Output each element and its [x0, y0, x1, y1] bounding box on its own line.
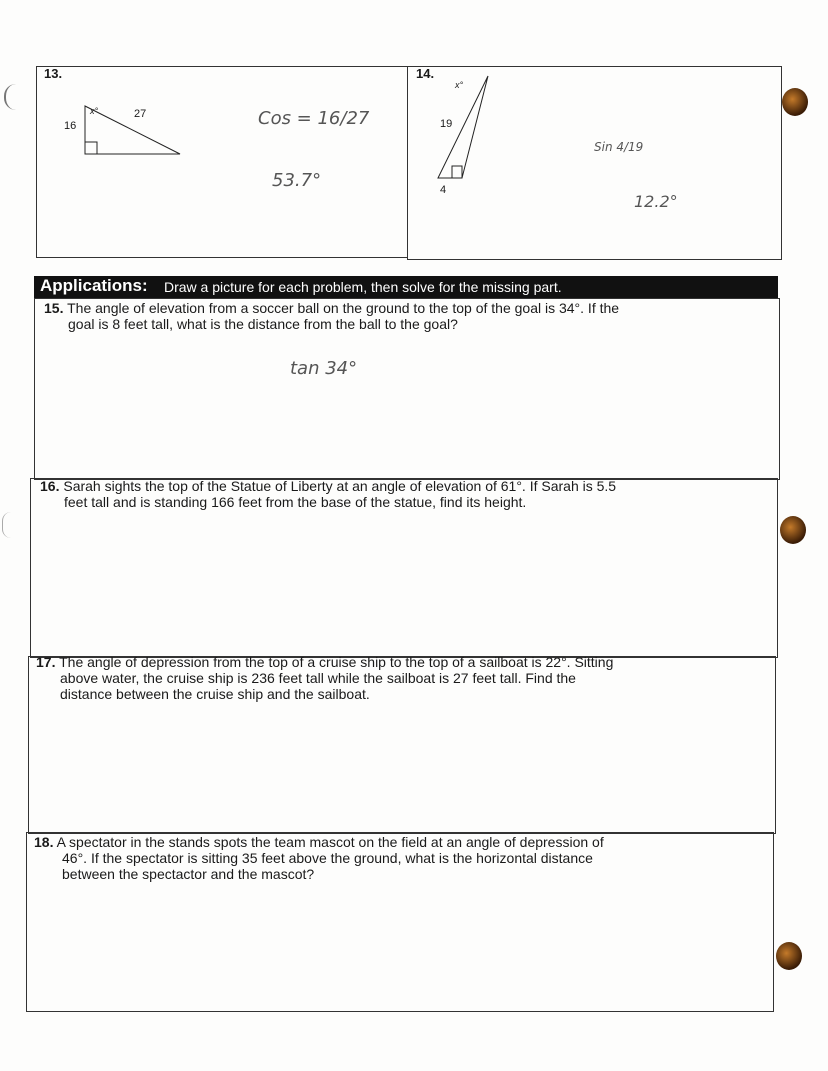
binder-hole-top — [782, 88, 808, 116]
problem-13-box — [36, 66, 408, 258]
problem-17-number: 17. — [36, 654, 56, 670]
problem-16-number: 16. — [40, 478, 60, 494]
page-edge-mark-top — [4, 84, 16, 110]
page-edge-mark-middle — [2, 512, 11, 538]
problem-18-text-line3: between the spectactor and the mascot? — [62, 866, 315, 882]
applications-title: Applications: — [40, 276, 148, 295]
problem-13-number: 13. — [44, 66, 63, 81]
problem-15-text-line2: goal is 8 feet tall, what is the distance from the ball to the goal? — [68, 316, 458, 332]
handwritten-work-13-line1: Cos = 16/27 — [258, 108, 370, 129]
problem-16 — [40, 478, 760, 510]
applications-instructions: Draw a picture for each problem, then solve for the missing part. — [164, 279, 562, 295]
binder-hole-bottom — [776, 942, 802, 970]
problem-16-text-line1: Sarah sights the top of the Statue of Liberty at an angle of elevation of 61°. If Sarah is 5.5 — [63, 478, 617, 494]
handwritten-work-14-line2: 12.2° — [634, 192, 678, 211]
problem-17-text-line1: The angle of depression from the top of a cruise ship to the top of a sailboat is 22°. Sitting — [59, 654, 614, 670]
triangle-14-side-4: 4 — [440, 184, 447, 196]
triangle-14-angle-label: x° — [455, 80, 464, 90]
problem-17-text-line3: distance between the cruise ship and the sailboat. — [60, 686, 370, 702]
problem-17 — [36, 654, 756, 702]
problem-18 — [34, 834, 754, 882]
triangle-14-side-19: 19 — [440, 118, 453, 130]
problem-18-text-line1: A spectator in the stands spots the team mascot on the field at an angle of depression of — [56, 834, 604, 850]
triangle-13-side-16: 16 — [64, 120, 77, 132]
triangle-13-angle-label: x° — [90, 106, 99, 116]
applications-banner — [34, 276, 778, 298]
problem-15-text-line1: The angle of elevation from a soccer ball on the ground to the top of the goal is 34°. If the — [67, 300, 620, 316]
problem-18-number: 18. — [34, 834, 54, 850]
binder-hole-middle — [780, 516, 806, 544]
problem-15 — [44, 300, 764, 332]
problem-15-number: 15. — [44, 300, 64, 316]
problem-16-text-line2: feet tall and is standing 166 feet from the base of the statue, find its height. — [64, 494, 527, 510]
triangle-13-side-27: 27 — [134, 108, 147, 120]
handwritten-work-14-line1: Sin 4/19 — [594, 140, 644, 154]
handwritten-work-13-line2: 53.7° — [272, 170, 322, 191]
handwritten-work-15: tan 34° — [290, 358, 358, 379]
problem-18-text-line2: 46°. If the spectator is sitting 35 feet above the ground, what is the horizontal distance — [62, 850, 593, 866]
problem-14-number: 14. — [416, 66, 435, 81]
problem-17-text-line2: above water, the cruise ship is 236 feet tall while the sailboat is 27 feet tall. Find the — [60, 670, 576, 686]
